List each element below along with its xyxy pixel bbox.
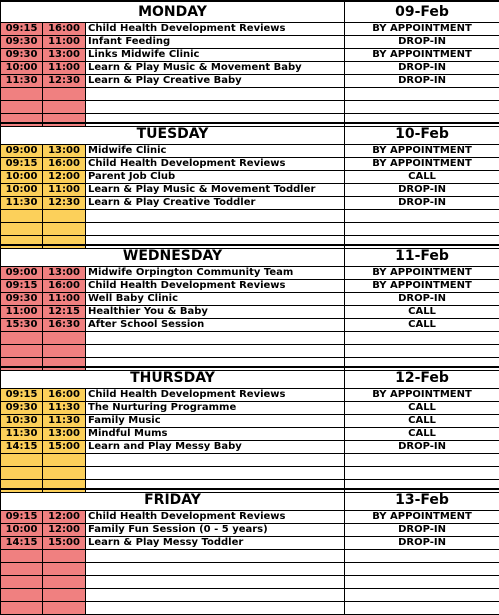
booking-type [345, 602, 499, 615]
table-row [1, 49, 499, 62]
day-block-1 [0, 122, 499, 249]
start-time: 10:00 [1, 184, 43, 197]
end-time [43, 454, 86, 467]
end-time: 13:00 [43, 49, 86, 62]
day-block-4 [0, 488, 499, 615]
activity-name: Learn & Play Creative Baby [86, 75, 345, 88]
table-row [1, 550, 499, 563]
activity-name [86, 550, 345, 563]
table-row [1, 319, 499, 332]
start-time: 14:15 [1, 537, 43, 550]
start-time: 09:00 [1, 145, 43, 158]
table-row [1, 389, 499, 402]
day-table [0, 244, 499, 371]
start-time [1, 332, 43, 345]
day-table [0, 122, 499, 249]
booking-type: BY APPOINTMENT [345, 280, 499, 293]
start-time: 09:30 [1, 49, 43, 62]
start-time [1, 602, 43, 615]
end-time: 13:00 [43, 145, 86, 158]
end-time: 11:00 [43, 62, 86, 75]
table-row [1, 184, 499, 197]
booking-type [345, 345, 499, 358]
activity-name [86, 332, 345, 345]
table-row [1, 563, 499, 576]
table-row [1, 345, 499, 358]
start-time [1, 223, 43, 236]
activity-name: Learn & Play Creative Toddler [86, 197, 345, 210]
booking-type [345, 88, 499, 101]
booking-type: BY APPOINTMENT [345, 23, 499, 36]
end-time: 16:30 [43, 319, 86, 332]
booking-type [345, 550, 499, 563]
activity-name [86, 602, 345, 615]
start-time: 09:30 [1, 36, 43, 49]
booking-type: BY APPOINTMENT [345, 145, 499, 158]
activity-name [86, 576, 345, 589]
table-row [1, 171, 499, 184]
table-row [1, 145, 499, 158]
end-time [43, 467, 86, 480]
start-time: 14:15 [1, 441, 43, 454]
activity-name: Family Music [86, 415, 345, 428]
day-header-row [1, 245, 499, 267]
table-row [1, 210, 499, 223]
activity-name: Learn and Play Messy Baby [86, 441, 345, 454]
booking-type: DROP-IN [345, 62, 499, 75]
table-row [1, 454, 499, 467]
booking-type: CALL [345, 428, 499, 441]
start-time: 11:30 [1, 428, 43, 441]
activity-name: After School Session [86, 319, 345, 332]
activity-name: Mindful Mums [86, 428, 345, 441]
activity-name: Learn & Play Music & Movement Baby [86, 62, 345, 75]
end-time: 16:00 [43, 23, 86, 36]
day-date: 13-Feb [345, 489, 499, 511]
start-time: 11:30 [1, 197, 43, 210]
activity-name [86, 454, 345, 467]
booking-type: DROP-IN [345, 293, 499, 306]
start-time: 10:00 [1, 62, 43, 75]
activity-name: Child Health Development Reviews [86, 23, 345, 36]
booking-type: CALL [345, 415, 499, 428]
booking-type [345, 467, 499, 480]
day-header-row [1, 489, 499, 511]
booking-type: CALL [345, 171, 499, 184]
end-time: 11:30 [43, 402, 86, 415]
activity-name [86, 88, 345, 101]
booking-type: BY APPOINTMENT [345, 158, 499, 171]
table-row [1, 197, 499, 210]
day-block-0 [0, 0, 499, 127]
day-date: 11-Feb [345, 245, 499, 267]
table-row [1, 428, 499, 441]
end-time: 15:00 [43, 441, 86, 454]
end-time: 12:00 [43, 171, 86, 184]
day-name: FRIDAY [1, 489, 345, 511]
start-time: 09:15 [1, 511, 43, 524]
table-row [1, 602, 499, 615]
activity-name: Learn & Play Messy Toddler [86, 537, 345, 550]
day-name: THURSDAY [1, 367, 345, 389]
booking-type: CALL [345, 319, 499, 332]
booking-type: DROP-IN [345, 524, 499, 537]
start-time [1, 589, 43, 602]
start-time [1, 550, 43, 563]
start-time [1, 563, 43, 576]
day-table [0, 366, 499, 493]
booking-type: BY APPOINTMENT [345, 267, 499, 280]
end-time: 13:00 [43, 267, 86, 280]
end-time: 12:30 [43, 75, 86, 88]
booking-type: CALL [345, 402, 499, 415]
table-row [1, 467, 499, 480]
table-row [1, 101, 499, 114]
table-row [1, 36, 499, 49]
end-time [43, 563, 86, 576]
end-time [43, 602, 86, 615]
booking-type [345, 454, 499, 467]
start-time [1, 467, 43, 480]
table-row [1, 537, 499, 550]
activity-name [86, 589, 345, 602]
day-name: MONDAY [1, 1, 345, 23]
end-time: 13:00 [43, 428, 86, 441]
end-time: 11:30 [43, 415, 86, 428]
booking-type: DROP-IN [345, 36, 499, 49]
table-row [1, 293, 499, 306]
booking-type: DROP-IN [345, 537, 499, 550]
end-time [43, 101, 86, 114]
table-row [1, 441, 499, 454]
start-time: 09:00 [1, 267, 43, 280]
end-time: 12:15 [43, 306, 86, 319]
end-time [43, 210, 86, 223]
end-time: 11:00 [43, 184, 86, 197]
table-row [1, 158, 499, 171]
activity-name: Infant Feeding [86, 36, 345, 49]
start-time [1, 454, 43, 467]
activity-name [86, 223, 345, 236]
table-row [1, 511, 499, 524]
activity-name [86, 345, 345, 358]
table-row [1, 524, 499, 537]
day-block-3 [0, 366, 499, 493]
activity-name: The Nurturing Programme [86, 402, 345, 415]
booking-type: DROP-IN [345, 197, 499, 210]
table-row [1, 88, 499, 101]
end-time: 12:00 [43, 524, 86, 537]
table-row [1, 223, 499, 236]
booking-type: DROP-IN [345, 441, 499, 454]
booking-type: DROP-IN [345, 184, 499, 197]
start-time: 09:15 [1, 389, 43, 402]
start-time [1, 210, 43, 223]
day-name: WEDNESDAY [1, 245, 345, 267]
start-time: 09:30 [1, 402, 43, 415]
booking-type: BY APPOINTMENT [345, 511, 499, 524]
booking-type: BY APPOINTMENT [345, 49, 499, 62]
booking-type [345, 101, 499, 114]
booking-type: CALL [345, 306, 499, 319]
end-time [43, 88, 86, 101]
activity-name: Child Health Development Reviews [86, 280, 345, 293]
activity-name: Parent Job Club [86, 171, 345, 184]
booking-type [345, 576, 499, 589]
start-time: 11:00 [1, 306, 43, 319]
start-time: 09:15 [1, 158, 43, 171]
end-time: 15:00 [43, 537, 86, 550]
end-time [43, 576, 86, 589]
start-time: 10:00 [1, 524, 43, 537]
day-date: 10-Feb [345, 123, 499, 145]
day-block-2 [0, 244, 499, 371]
start-time [1, 88, 43, 101]
start-time [1, 101, 43, 114]
start-time: 09:15 [1, 280, 43, 293]
activity-name [86, 563, 345, 576]
end-time: 16:00 [43, 389, 86, 402]
end-time: 11:00 [43, 36, 86, 49]
start-time [1, 345, 43, 358]
table-row [1, 415, 499, 428]
table-row [1, 75, 499, 88]
table-row [1, 280, 499, 293]
activity-name: Links Midwife Clinic [86, 49, 345, 62]
booking-type [345, 210, 499, 223]
day-header-row [1, 367, 499, 389]
table-row [1, 589, 499, 602]
booking-type [345, 332, 499, 345]
activity-name: Midwife Orpington Community Team [86, 267, 345, 280]
activity-name [86, 467, 345, 480]
booking-type: BY APPOINTMENT [345, 389, 499, 402]
activity-name: Child Health Development Reviews [86, 158, 345, 171]
table-row [1, 62, 499, 75]
activity-name: Child Health Development Reviews [86, 511, 345, 524]
booking-type: DROP-IN [345, 75, 499, 88]
day-table [0, 488, 499, 615]
end-time: 11:00 [43, 293, 86, 306]
table-row [1, 402, 499, 415]
booking-type [345, 223, 499, 236]
activity-name: Healthier You & Baby [86, 306, 345, 319]
activity-name: Learn & Play Music & Movement Toddler [86, 184, 345, 197]
table-row [1, 332, 499, 345]
activity-name: Child Health Development Reviews [86, 389, 345, 402]
day-date: 12-Feb [345, 367, 499, 389]
activity-name [86, 101, 345, 114]
end-time: 12:00 [43, 511, 86, 524]
end-time [43, 589, 86, 602]
start-time: 10:00 [1, 171, 43, 184]
booking-type [345, 589, 499, 602]
table-row [1, 267, 499, 280]
activity-name: Family Fun Session (0 - 5 years) [86, 524, 345, 537]
start-time: 09:15 [1, 23, 43, 36]
day-table [0, 0, 499, 127]
end-time [43, 345, 86, 358]
end-time [43, 550, 86, 563]
day-header-row [1, 123, 499, 145]
activity-name: Well Baby Clinic [86, 293, 345, 306]
day-date: 09-Feb [345, 1, 499, 23]
table-row [1, 306, 499, 319]
start-time: 10:30 [1, 415, 43, 428]
booking-type [345, 563, 499, 576]
activity-name [86, 210, 345, 223]
end-time: 12:30 [43, 197, 86, 210]
start-time [1, 576, 43, 589]
end-time: 16:00 [43, 280, 86, 293]
table-row [1, 23, 499, 36]
start-time: 11:30 [1, 75, 43, 88]
start-time: 09:30 [1, 293, 43, 306]
start-time: 15:30 [1, 319, 43, 332]
table-row [1, 576, 499, 589]
end-time [43, 223, 86, 236]
activity-name: Midwife Clinic [86, 145, 345, 158]
day-name: TUESDAY [1, 123, 345, 145]
end-time: 16:00 [43, 158, 86, 171]
day-header-row [1, 1, 499, 23]
end-time [43, 332, 86, 345]
